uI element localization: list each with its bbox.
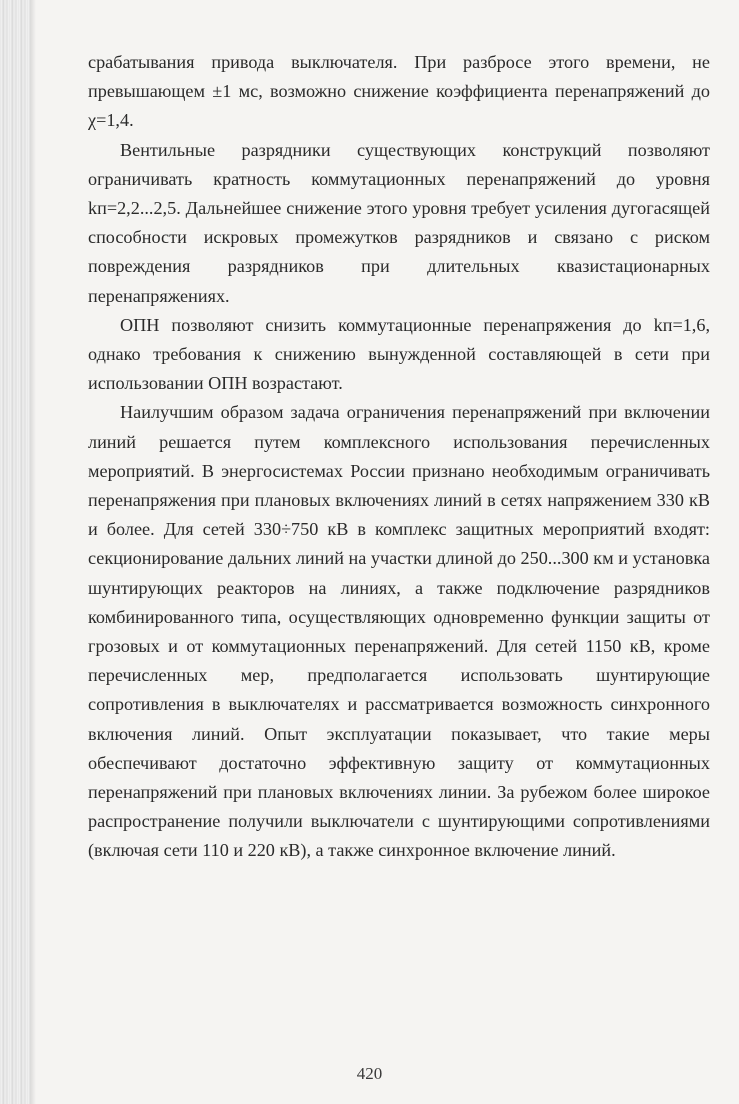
paragraph-2-arresters: Вентильные разрядники существующих конструкций позволяют ограничивать кратность коммутационных перенапряжений до уровня kп=2,2...2,5. Дальнейшее снижение этого уровня требует усиления дугогасящей способности искровых промежутков разрядников и связано с риском повреждения разрядников при длительных квазистационарных перенапряжениях. [88, 139, 710, 306]
paragraph-1-continuation: срабатывания привода выключателя. При разбросе этого времени, не превышающем ±1 мс, возможно снижение коэффициента перенапряжений до χ=1,4. [88, 52, 710, 131]
book-binding-edge [0, 0, 30, 1104]
page-body [88, 48, 710, 866]
page-number: 420 [356, 1064, 383, 1083]
paragraph-4-measures: Наилучшим образом задача ограничения перенапряжений при включении линий решается путем комплексного использования перечисленных мероприятий. В энергосистемах России признано необходимым ограничивать перенапряжения при плановых включениях линий в сетях напряжением 330 кВ и более. Для сетей 330÷750 кВ в комплекс защитных мероприятий входят: секционирование дальних линий на участки длиной до 250...300 км и установка шунтирующих реакторов на линиях, а также подключение разрядников комбинированного типа, осуществляющих одновременно функции защиты от грозовых и от коммутационных перенапряжений. Для сетей 1150 кВ, кроме перечисленных мер, предполагается использовать шунтирующие сопротивления в выключателях и рассматривается возможность синхронного включения линий. Опыт эксплуатации показывает, что такие меры обеспечивают достаточно эффективную защиту от коммутационных перенапряжений при плановых включениях линии. За рубежом более широкое распространение получили выключатели с шунтирующими сопротивлениями (включая сети 110 и 220 кВ), а также синхронное включение линий. [88, 402, 710, 861]
paragraph-3-opn: ОПН позволяют снизить коммутационные перенапряжения до kп=1,6, однако требования к снижению вынужденной составляющей в сети при использовании ОПН возрастают. [88, 314, 710, 394]
